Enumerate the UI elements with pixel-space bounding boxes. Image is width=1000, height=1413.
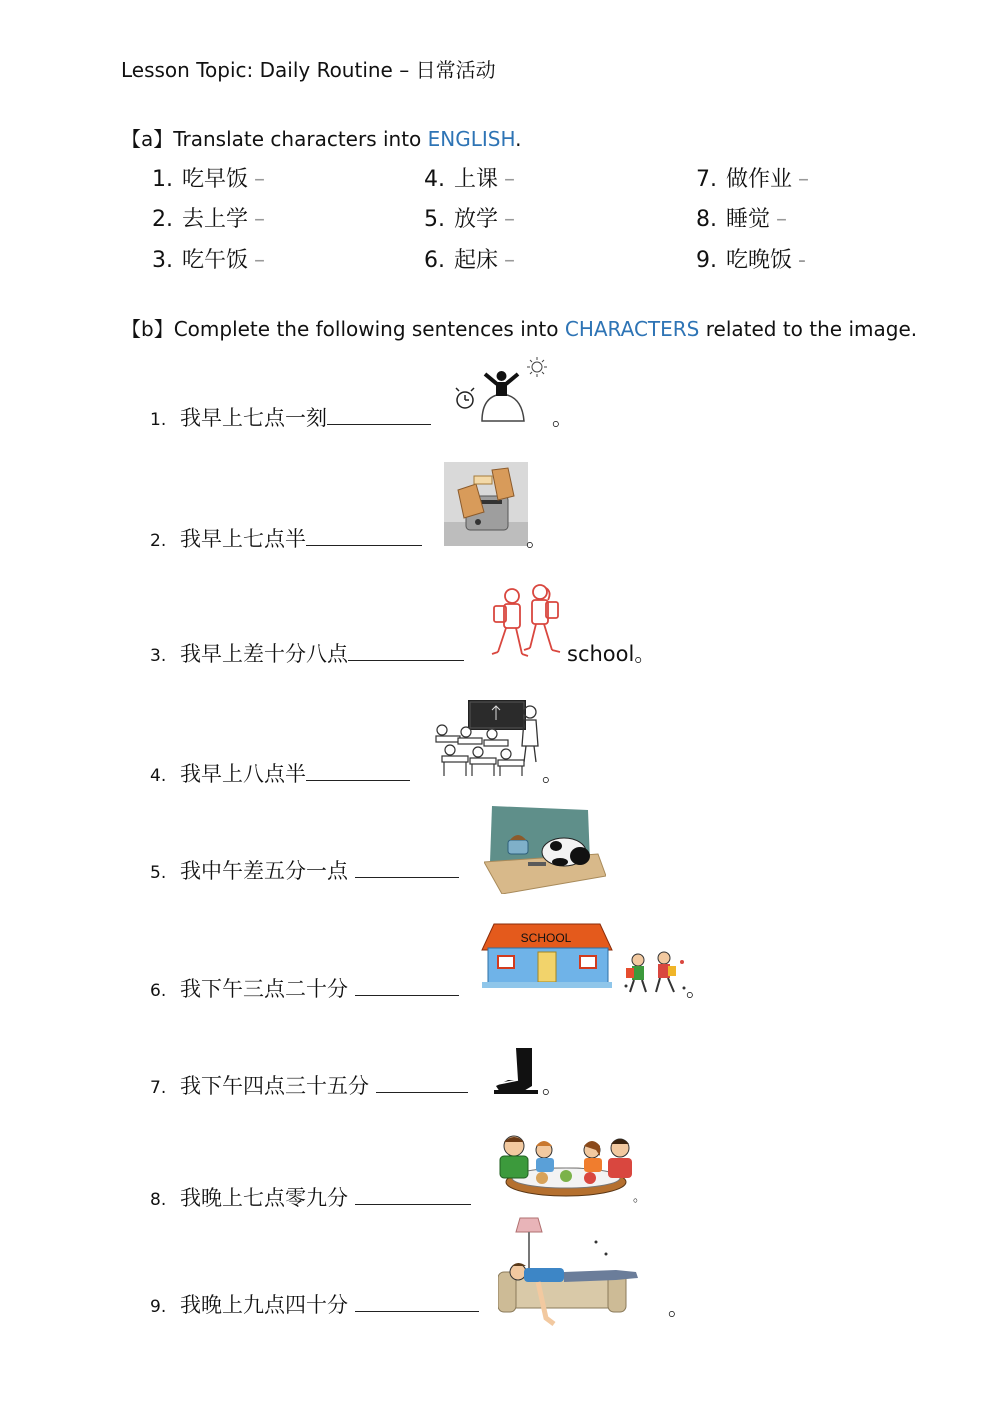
vocab-dash: – [254, 248, 266, 273]
sentence-number: 5. [150, 863, 167, 883]
sentence-text: 我晚上九点四十分 [180, 1293, 348, 1317]
toaster-icon [444, 462, 528, 546]
vocab-item [424, 243, 515, 274]
answer-blank[interactable] [355, 1291, 479, 1312]
sentence-end: 。 [542, 762, 563, 786]
answer-blank[interactable] [355, 975, 459, 996]
answer-blank[interactable] [306, 525, 422, 546]
sentence-text: 我下午四点三十五分 [180, 1074, 369, 1098]
instruction-text: 【a】Translate characters into [121, 127, 428, 151]
vocab-text: 做作业 [726, 167, 793, 192]
sentence-row [150, 1182, 471, 1212]
vocab-dash: – [504, 167, 516, 192]
answer-blank[interactable] [306, 760, 410, 781]
writing-hand-icon [494, 1046, 538, 1096]
instruction-text: 【b】Complete the following sentences into [121, 317, 565, 341]
sentence-end: 。 [633, 1190, 647, 1205]
vocab-number: 4. [424, 167, 445, 192]
vocab-number: 5. [424, 207, 445, 232]
answer-blank[interactable] [376, 1072, 468, 1093]
vocab-dash: - [798, 248, 806, 273]
sentence-text: 我早上七点半 [180, 527, 306, 551]
sentence-end: 。 [542, 1074, 563, 1098]
sentence-number: 2. [150, 531, 167, 551]
vocab-dash: – [776, 207, 788, 232]
sentence-end: 。 [686, 977, 707, 1001]
sentence-text: 我早上七点一刻 [180, 406, 327, 430]
vocab-dash: – [798, 167, 810, 192]
wake-up-icon [452, 356, 552, 426]
instruction-highlight: ENGLISH [427, 127, 516, 151]
sofa-sleep-icon [498, 1214, 644, 1328]
sentence-row [150, 523, 422, 553]
vocab-number: 6. [424, 248, 445, 273]
sentence-number: 1. [150, 410, 167, 430]
sentence-text: 我早上差十分八点 [180, 642, 348, 666]
vocab-text: 吃晚饭 [726, 248, 793, 273]
sentence-end: 。 [552, 406, 573, 430]
sentence-row [150, 1289, 479, 1319]
sentence-row [150, 855, 459, 885]
vocab-number: 7. [696, 167, 717, 192]
sentence-row [150, 402, 431, 432]
section-b-instruction [121, 313, 917, 342]
sentence-text: 我晚上七点零九分 [180, 1186, 348, 1210]
sentence-end: 。 [668, 1296, 689, 1320]
sentence-text: 我中午差五分一点 [180, 859, 348, 883]
vocab-item [696, 162, 809, 193]
vocab-item [696, 202, 787, 233]
sentence-text: 我下午三点二十分 [180, 977, 348, 1001]
lesson-title: Lesson Topic: Daily Routine – 日常活动 [121, 58, 496, 82]
sentence-row [150, 973, 459, 1003]
instruction-highlight: CHARACTERS [564, 317, 700, 341]
answer-blank[interactable] [355, 857, 459, 878]
vocab-dash: – [504, 207, 516, 232]
walking-students-icon [490, 582, 566, 664]
sentence-text: 我早上八点半 [180, 762, 306, 786]
vocab-number: 8. [696, 207, 717, 232]
sentence-number: 4. [150, 766, 167, 786]
vocab-number: 2. [152, 207, 173, 232]
vocab-text: 吃午饭 [182, 248, 249, 273]
sentence-row [150, 1070, 468, 1100]
section-a-instruction [121, 123, 522, 152]
answer-blank[interactable] [327, 404, 431, 425]
instruction-suffix: . [515, 127, 522, 151]
sentence-row [150, 758, 410, 788]
vocab-text: 吃早饭 [182, 167, 249, 192]
sentence-end: 。 [526, 527, 547, 551]
desk-sleep-icon [484, 802, 606, 894]
sentence-number: 9. [150, 1297, 167, 1317]
sentence-row [150, 638, 464, 668]
vocab-text: 上课 [454, 167, 499, 192]
school-sign: SCHOOL [520, 931, 572, 945]
answer-blank[interactable] [355, 1184, 471, 1205]
sentence-number: 7. [150, 1078, 167, 1098]
vocab-number: 3. [152, 248, 173, 273]
sentence-number: 3. [150, 646, 167, 666]
vocab-item [152, 243, 265, 274]
vocab-text: 去上学 [182, 207, 249, 232]
classroom-icon [430, 696, 546, 780]
vocab-text: 睡觉 [726, 207, 771, 232]
vocab-item [152, 202, 265, 233]
vocab-item [424, 162, 515, 193]
leaving-kids-icon [622, 948, 688, 996]
vocab-item [152, 162, 265, 193]
sentence-number: 8. [150, 1190, 167, 1210]
vocab-dash: – [254, 167, 266, 192]
answer-blank[interactable] [348, 640, 464, 661]
vocab-dash: – [504, 248, 516, 273]
vocab-item [696, 243, 806, 274]
vocab-item [424, 202, 515, 233]
vocab-dash: – [254, 207, 266, 232]
vocab-text: 放学 [454, 207, 499, 232]
sentence-number: 6. [150, 981, 167, 1001]
vocab-number: 1. [152, 167, 173, 192]
vocab-number: 9. [696, 248, 717, 273]
sentence-end: school。 [567, 642, 656, 666]
family-dinner-icon [496, 1132, 636, 1202]
vocab-text: 起床 [454, 248, 499, 273]
instruction-suffix: related to the image. [699, 317, 918, 341]
school-building-icon [480, 920, 614, 990]
